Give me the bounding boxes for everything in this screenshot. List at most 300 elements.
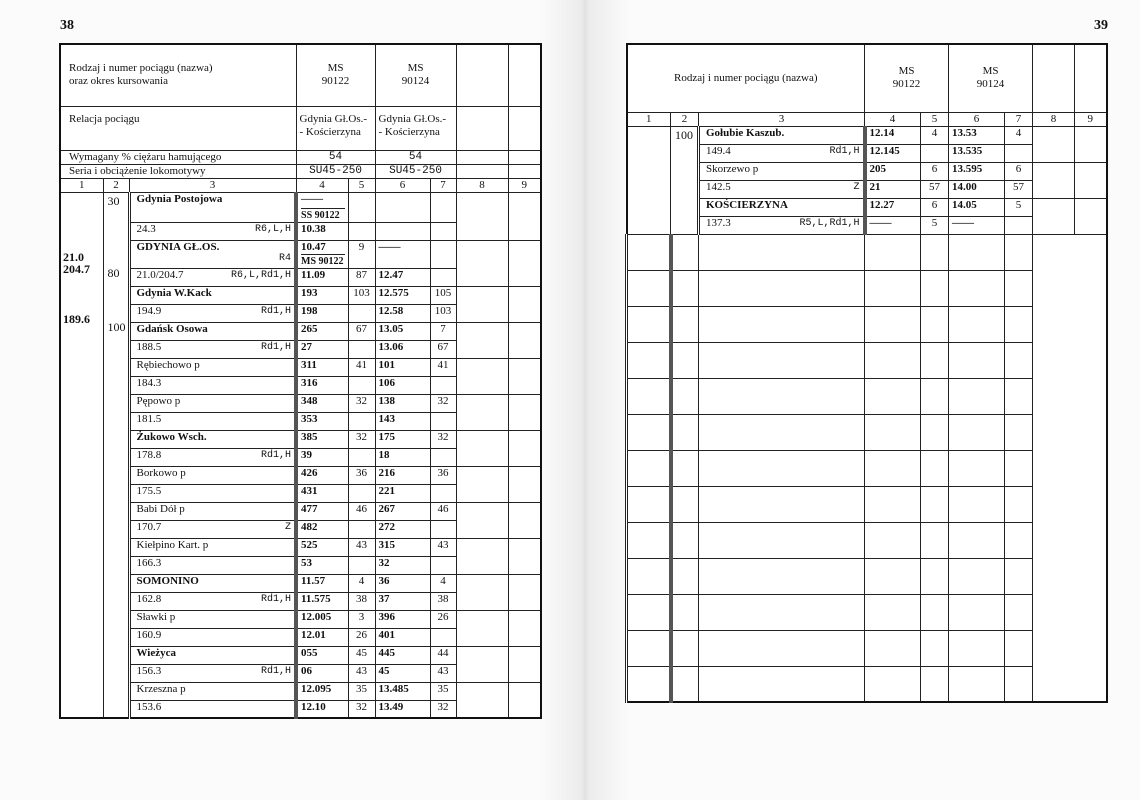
time-cell — [430, 358, 456, 376]
cell-value: 38 — [356, 592, 368, 605]
cell-value: 32 — [356, 394, 368, 407]
time-cell — [296, 412, 348, 430]
empty-cell — [508, 106, 541, 150]
time-cell — [1005, 162, 1033, 180]
time-cell — [296, 682, 348, 700]
station-name — [129, 502, 296, 520]
cell-value: 103 — [353, 286, 370, 299]
time-cell — [375, 538, 430, 556]
time-cell — [375, 304, 430, 322]
train-type: MS — [898, 65, 915, 78]
empty-cell — [671, 522, 699, 558]
station-row — [60, 646, 541, 664]
cell-value: 385 — [301, 430, 318, 443]
empty-cell — [627, 306, 671, 342]
cell-value: 315 — [378, 538, 396, 551]
time-cell — [296, 592, 348, 610]
station-label: Sławki p — [136, 610, 176, 623]
cell-value: 13.53 — [952, 126, 977, 139]
time-cell — [348, 192, 375, 222]
station-kilometre: 188.5 — [136, 340, 162, 353]
timetable-left — [59, 43, 542, 719]
station-label: Rębiechowo p — [136, 358, 200, 371]
speed-column — [671, 126, 699, 234]
col-number: 1 — [60, 178, 103, 192]
empty-cell — [865, 270, 921, 306]
col-number: 3 — [129, 178, 296, 192]
empty-cell — [456, 240, 508, 286]
station-km-line — [137, 557, 292, 570]
time-cell — [296, 222, 348, 240]
empty-cell — [949, 270, 1005, 306]
empty-cell — [1005, 414, 1033, 450]
ms-train-label: MS 90122 — [301, 255, 344, 267]
km-column — [627, 126, 671, 234]
empty-cell — [508, 502, 541, 538]
cell-value: 9 — [358, 240, 365, 253]
empty-cell — [949, 414, 1005, 450]
time-cell — [348, 646, 375, 664]
cell-value: 12.14 — [869, 126, 895, 139]
time-cell — [949, 162, 1005, 180]
time-cell — [375, 610, 430, 628]
time-cell — [430, 466, 456, 484]
station-row — [60, 358, 541, 376]
cell-value: 45 — [378, 664, 390, 677]
relation-label: Relacja pociągu — [60, 106, 296, 150]
cell-value: 5 — [931, 216, 938, 229]
cell-value: —— — [378, 240, 401, 253]
time-cell — [296, 664, 348, 682]
empty-cell — [456, 286, 508, 322]
cell-value: 43 — [356, 538, 368, 551]
brake-value-1: 54 — [296, 150, 375, 164]
station-km — [129, 340, 296, 358]
cell-value: 45 — [356, 646, 368, 659]
time-cell — [375, 664, 430, 682]
train-type: MS — [407, 62, 424, 75]
empty-cell — [671, 450, 699, 486]
speed-limit: 30 — [107, 193, 120, 208]
empty-cell — [508, 610, 541, 646]
brake-label: Wymagany % ciężaru hamującego — [60, 150, 296, 164]
empty-cell — [671, 306, 699, 342]
station-row — [60, 192, 541, 222]
empty-cell — [1033, 126, 1075, 162]
empty-cell — [456, 322, 508, 358]
time-cell — [375, 286, 430, 304]
empty-cell — [508, 682, 541, 718]
station-row — [60, 574, 541, 592]
empty-cell — [921, 558, 949, 594]
empty-cell — [1075, 126, 1107, 162]
relation-to: - Kościerzyna — [299, 125, 361, 138]
cell-value: 53 — [301, 556, 313, 569]
page-number-right: 39 — [1094, 18, 1108, 33]
cell-value: 12.095 — [301, 682, 332, 695]
station-km-line — [137, 701, 292, 714]
time-cell — [348, 430, 375, 448]
empty-cell — [627, 594, 671, 630]
cell-value: 32 — [437, 394, 449, 407]
empty-cell — [671, 666, 699, 702]
time-cell — [430, 592, 456, 610]
time-cell — [348, 556, 375, 574]
cell-value: 38 — [437, 592, 449, 605]
station-row — [60, 286, 541, 304]
empty-cell — [921, 270, 949, 306]
station-codes-top: R4 — [279, 252, 292, 264]
station-label: Krzeszna p — [136, 682, 186, 695]
cell-value: 431 — [301, 484, 318, 497]
empty-cell — [508, 538, 541, 574]
cell-value: 175 — [378, 430, 396, 443]
empty-cell — [949, 342, 1005, 378]
km-mark: 189.6 — [63, 311, 90, 326]
train-header-2 — [375, 44, 456, 106]
empty-cell — [699, 450, 865, 486]
time-cell — [430, 646, 456, 664]
speed-limit: 100 — [675, 127, 693, 142]
empty-cell — [921, 630, 949, 666]
empty-cell — [508, 150, 541, 164]
cell-value: 316 — [301, 376, 318, 389]
station-km-line — [137, 377, 292, 390]
cell-value: 12.575 — [378, 286, 409, 299]
station-km-line — [137, 413, 292, 426]
cell-value: 46 — [356, 502, 368, 515]
empty-cell — [456, 164, 508, 178]
empty-header — [1033, 44, 1075, 112]
time-cell — [296, 322, 348, 340]
cell-value: 43 — [437, 538, 449, 551]
empty-cell — [627, 450, 671, 486]
cell-value: 143 — [378, 412, 396, 425]
station-kilometre: 178.8 — [136, 448, 162, 461]
cell-value: 12.58 — [378, 304, 404, 317]
empty-cell — [1033, 198, 1075, 234]
station-row — [60, 682, 541, 700]
cell-value: 57 — [1013, 180, 1025, 193]
time-cell — [348, 502, 375, 520]
time-cell — [296, 394, 348, 412]
time-cell — [348, 322, 375, 340]
time-cell — [430, 286, 456, 304]
brake-value-2: 54 — [375, 150, 456, 164]
station-label: Żukowo Wsch. — [136, 430, 207, 443]
time-cell — [296, 610, 348, 628]
empty-cell — [949, 630, 1005, 666]
time-cell — [865, 144, 921, 162]
station-codes: Z — [285, 521, 292, 533]
empty-cell — [508, 286, 541, 322]
time-cell — [348, 628, 375, 646]
km-mark: 204.7 — [63, 261, 90, 276]
time-cell — [296, 448, 348, 466]
header-train-label: Rodzaj i numer pociągu (nazwa) — [627, 44, 865, 112]
station-km — [699, 216, 865, 234]
series-value-2: SU45-250 — [375, 164, 456, 178]
train-number: 90122 — [321, 75, 350, 88]
station-name — [129, 574, 296, 592]
km-column — [60, 192, 103, 718]
station-row — [60, 538, 541, 556]
empty-cell — [508, 574, 541, 610]
cell-value: 36 — [378, 574, 390, 587]
cell-value: 13.535 — [952, 144, 983, 157]
time-cell — [1005, 144, 1033, 162]
empty-cell — [671, 378, 699, 414]
station-km — [129, 304, 296, 322]
cell-value: 36 — [437, 466, 449, 479]
empty-cell — [456, 150, 508, 164]
station-km — [129, 628, 296, 646]
col-number: 2 — [671, 112, 699, 126]
empty-cell — [1075, 162, 1107, 198]
time-cell — [430, 304, 456, 322]
station-name — [129, 430, 296, 448]
empty-cell — [456, 610, 508, 646]
empty-cell — [921, 666, 949, 702]
col-number: 4 — [296, 178, 348, 192]
station-kilometre: 142.5 — [706, 180, 731, 193]
station-km — [129, 448, 296, 466]
empty-cell — [508, 358, 541, 394]
empty-cell — [699, 558, 865, 594]
timetable-right — [625, 43, 1108, 703]
station-kilometre: 24.3 — [136, 222, 156, 235]
cell-value: 7 — [440, 322, 446, 335]
cell-value: 348 — [301, 394, 318, 407]
col-number: 4 — [865, 112, 921, 126]
cell-value: 43 — [356, 664, 368, 677]
empty-cell — [699, 234, 865, 270]
station-codes: R6,L,Rd1,H — [231, 269, 292, 281]
empty-cell — [865, 414, 921, 450]
time-cell — [375, 592, 430, 610]
empty-cell — [456, 682, 508, 718]
cell-value: 198 — [301, 304, 318, 317]
station-km — [129, 520, 296, 538]
time-cell — [1005, 126, 1033, 144]
blank-row — [627, 522, 1107, 558]
time-cell — [375, 322, 430, 340]
empty-cell — [508, 192, 541, 240]
col-number: 8 — [456, 178, 508, 192]
time-cell — [430, 628, 456, 646]
col-number: 6 — [949, 112, 1005, 126]
time-cell — [296, 340, 348, 358]
empty-cell — [1005, 378, 1033, 414]
station-label: Wieżyca — [136, 646, 177, 659]
empty-cell — [456, 192, 508, 240]
empty-cell — [865, 594, 921, 630]
cell-value: 525 — [301, 538, 318, 551]
train-header-2 — [949, 44, 1033, 112]
time-cell — [296, 700, 348, 718]
station-label: Gdańsk Osowa — [136, 322, 208, 335]
train-type: MS — [327, 62, 344, 75]
time-cell — [296, 358, 348, 376]
cell-value: 35 — [356, 682, 368, 695]
empty-cell — [865, 450, 921, 486]
station-km-line — [137, 305, 292, 318]
station-name — [129, 466, 296, 484]
station-codes: Rd1,H — [261, 593, 292, 605]
station-km — [129, 268, 296, 286]
time-cell — [949, 180, 1005, 198]
cell-value: 396 — [378, 610, 396, 623]
cell-value: 26 — [356, 628, 368, 641]
station-kilometre: 170.7 — [136, 520, 162, 533]
empty-cell — [699, 378, 865, 414]
cell-value: 13.595 — [952, 162, 983, 175]
cell-value: 12.145 — [869, 144, 900, 157]
time-cell — [430, 340, 456, 358]
empty-header — [508, 44, 541, 106]
cell-value: 13.05 — [378, 322, 404, 335]
cell-value: 4 — [1015, 126, 1022, 139]
empty-cell — [456, 394, 508, 430]
station-km-line — [137, 269, 292, 282]
cell-value: 12.005 — [301, 610, 332, 623]
time-cell — [296, 520, 348, 538]
cell-value: 055 — [301, 646, 318, 659]
empty-cell — [456, 538, 508, 574]
empty-cell — [671, 414, 699, 450]
cell-value: 44 — [437, 646, 449, 659]
col-number: 8 — [1033, 112, 1075, 126]
cell-value: 41 — [356, 358, 368, 371]
empty-cell — [699, 630, 865, 666]
time-cell — [375, 628, 430, 646]
cell-value: 6 — [931, 162, 938, 175]
empty-cell — [671, 558, 699, 594]
time-cell — [430, 376, 456, 394]
blank-row — [627, 666, 1107, 702]
time-cell — [430, 322, 456, 340]
cell-value: 41 — [437, 358, 449, 371]
empty-cell — [627, 522, 671, 558]
station-row — [627, 126, 1107, 144]
blank-row — [627, 450, 1107, 486]
station-codes: Rd1,H — [261, 449, 292, 461]
cell-value: —— — [952, 216, 975, 229]
empty-cell — [699, 486, 865, 522]
empty-cell — [671, 234, 699, 270]
col-number: 7 — [1005, 112, 1033, 126]
station-km-line — [137, 341, 292, 354]
empty-cell — [699, 270, 865, 306]
period-label: oraz okres kursowania — [69, 75, 168, 88]
station-name — [699, 198, 865, 216]
empty-cell — [1005, 630, 1033, 666]
station-codes: R5,L,Rd1,H — [799, 217, 860, 229]
cell-value: 32 — [437, 700, 449, 713]
station-km-line — [137, 629, 292, 642]
cell-value: 67 — [356, 322, 368, 335]
empty-header — [1075, 44, 1107, 112]
empty-cell — [627, 666, 671, 702]
cell-value: 6 — [1015, 162, 1022, 175]
blank-row — [627, 486, 1107, 522]
time-cell — [296, 466, 348, 484]
station-name — [129, 240, 296, 268]
empty-cell — [1005, 486, 1033, 522]
blank-row — [627, 234, 1107, 270]
empty-cell — [921, 306, 949, 342]
time-cell — [296, 646, 348, 664]
time-cell — [430, 502, 456, 520]
station-km-line — [137, 593, 292, 606]
empty-cell — [1005, 594, 1033, 630]
relation-to: - Kościerzyna — [378, 125, 440, 138]
empty-cell — [1005, 522, 1033, 558]
cell-value: 12.27 — [869, 198, 895, 211]
empty-header — [456, 44, 508, 106]
time-cell — [296, 484, 348, 502]
cell-value: 32 — [356, 430, 368, 443]
time-cell — [430, 520, 456, 538]
station-row — [60, 466, 541, 484]
time-cell — [348, 484, 375, 502]
cell-value: 311 — [301, 358, 317, 371]
time-cell — [865, 126, 921, 144]
time-cell — [296, 556, 348, 574]
cell-value: 67 — [437, 340, 449, 353]
blank-row — [627, 378, 1107, 414]
station-kilometre: 162.8 — [136, 592, 162, 605]
empty-cell — [949, 234, 1005, 270]
blank-row — [627, 630, 1107, 666]
time-cell — [375, 240, 430, 268]
cell-value: 5 — [1015, 198, 1022, 211]
empty-cell — [949, 522, 1005, 558]
speed-limit: 80 — [107, 265, 120, 280]
cell-value: —— — [869, 216, 892, 229]
empty-cell — [456, 106, 508, 150]
cell-value: 37 — [378, 592, 390, 605]
time-cell — [1005, 198, 1033, 216]
time-cell — [865, 162, 921, 180]
station-name — [129, 538, 296, 556]
time-cell — [375, 574, 430, 592]
empty-cell — [1005, 342, 1033, 378]
empty-cell — [1075, 198, 1107, 234]
cell-value: 3 — [358, 610, 365, 623]
col-number: 5 — [921, 112, 949, 126]
time-cell — [296, 538, 348, 556]
time-cell — [430, 192, 456, 222]
time-cell — [949, 216, 1005, 234]
cell-value: 426 — [301, 466, 318, 479]
time-cell — [430, 682, 456, 700]
cell-value: 445 — [378, 646, 396, 659]
empty-cell — [865, 342, 921, 378]
ss-train-label: SS 90122 — [301, 208, 345, 222]
station-name — [699, 126, 865, 144]
speed-limit: 100 — [107, 319, 126, 334]
empty-cell — [671, 270, 699, 306]
station-kilometre: 137.3 — [706, 216, 731, 229]
empty-cell — [1005, 666, 1033, 702]
empty-cell — [508, 466, 541, 502]
station-codes: R6,L,H — [255, 223, 292, 235]
station-kilometre: 194.9 — [136, 304, 162, 317]
empty-cell — [949, 378, 1005, 414]
empty-cell — [865, 378, 921, 414]
series-value-1: SU45-250 — [296, 164, 375, 178]
